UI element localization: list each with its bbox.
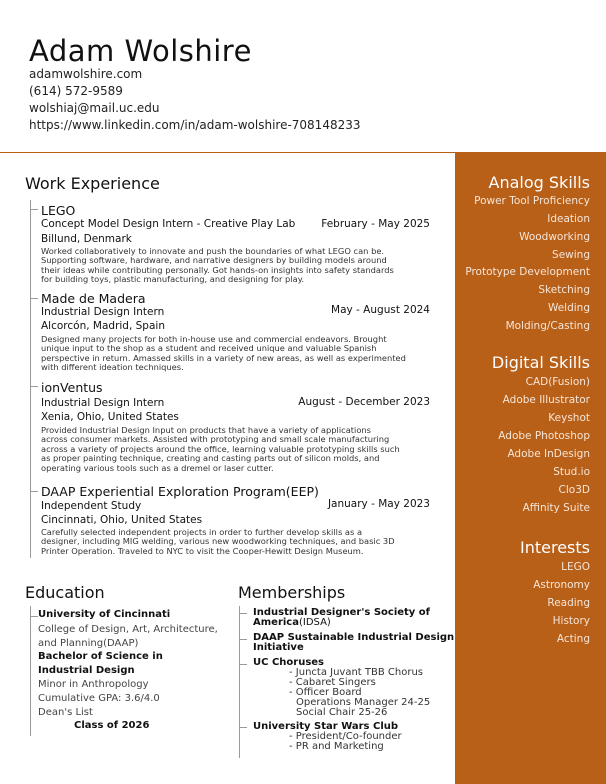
analog-skill-item: Molding/Casting [505, 320, 590, 332]
membership-detail: Social Chair 25-26 [296, 707, 388, 718]
membership-detail: - Juncta Juvant TBB Chorus [289, 667, 424, 678]
membership-detail: - Officer Board [289, 687, 362, 698]
degree-cont: Industrial Design [38, 665, 135, 676]
description-line: unique input to the shop as a student and received unique and valuable Spanish [41, 343, 377, 354]
graduation-year: Class of 2026 [74, 720, 150, 731]
college-name: College of Design, Art, Architecture, [38, 624, 218, 635]
resume-name: Adam Wolshire [29, 34, 252, 68]
digital-skill-item: Adobe Illustrator [502, 394, 590, 406]
job-role: Independent Study [41, 500, 142, 512]
school-name: University of Cincinnati [38, 609, 171, 620]
website-text: adamwolshire.com [29, 67, 143, 81]
minor: Minor in Anthropology [38, 679, 149, 690]
analog-skill-item: Sewing [552, 249, 590, 261]
analog-skill-item: Prototype Development [465, 266, 590, 278]
membership-idsa-abbr: (IDSA) [298, 617, 331, 628]
digital-skill-item: Keyshot [548, 412, 590, 424]
email-text: wolshiaj@mail.uc.edu [29, 101, 160, 115]
digital-skill-item: CAD(Fusion) [525, 376, 590, 388]
job-location: Billund, Denmark [41, 233, 132, 245]
description-line: Supporting software, hardware, and narrative designers by building models around [41, 255, 387, 266]
timeline-tick [30, 209, 38, 210]
work-experience-heading: Work Experience [25, 174, 160, 193]
memberships-heading: Memberships [238, 583, 346, 602]
timeline-tick [30, 298, 38, 299]
linkedin-text: https://www.linkedin.com/in/adam-wolshire-708148233 [29, 118, 361, 132]
description-line: as proper painting technique, creating and casting parts out of silicon molds, and [41, 453, 380, 464]
digital-skill-item: Stud.io [553, 466, 590, 478]
membership-sustainable-cont: Initiative [253, 642, 304, 653]
description-line: operating various tools such as a dremel or laser cutter. [41, 462, 274, 473]
interest-item: LEGO [561, 561, 590, 573]
digital-skill-item: Adobe InDesign [507, 448, 590, 460]
description-line: Carefully selected independent projects in order to further develop skills as a [41, 527, 363, 537]
membership-detail: - President/Co-founder [289, 731, 402, 742]
timeline-tick [239, 639, 247, 640]
analog-skill-item: Power Tool Proficiency [474, 195, 590, 207]
description-line: with different ideation techniques. [41, 362, 184, 373]
job-role: Concept Model Design Intern - Creative Play Lab [41, 218, 296, 230]
job-description [41, 247, 429, 285]
description-line: across a variety of projects around the office, learning valuable prototyping skills such [41, 443, 400, 454]
job-location: Alcorcón, Madrid, Spain [41, 320, 165, 332]
analog-skill-item: Sketching [538, 284, 590, 296]
digital-skill-item: Adobe Photoshop [498, 430, 590, 442]
job-description [41, 528, 429, 556]
membership-idsa: Industrial Designer's Society of [253, 607, 431, 618]
degree: Bachelor of Science in [38, 651, 163, 662]
job-location: Xenia, Ohio, United States [41, 411, 179, 423]
description-line: Provided Industrial Design Input on products that have a variety of applications [41, 425, 371, 435]
job-dates: May - August 2024 [331, 304, 430, 316]
job-location: Cincinnati, Ohio, United States [41, 514, 203, 526]
membership-detail: - Cabaret Singers [289, 677, 376, 688]
job-role: Industrial Design Intern [41, 306, 165, 318]
education-heading: Education [25, 583, 105, 602]
timeline-tick [239, 727, 247, 728]
work-timeline [30, 200, 31, 558]
memberships-timeline [239, 606, 240, 758]
membership-sustainable: DAAP Sustainable Industrial Design [253, 632, 455, 643]
job-dates: January - May 2023 [327, 498, 430, 510]
gpa: Cumulative GPA: 3.6/4.0 [38, 693, 160, 704]
job-company: DAAP Experiential Exploration Program(EEP) [41, 484, 319, 499]
timeline-tick [30, 491, 38, 492]
analog-skill-item: Ideation [547, 213, 590, 225]
description-line: for building toys, plastic manufacturing, and designing for play. [41, 274, 305, 285]
job-dates: August - December 2023 [298, 396, 430, 408]
description-line: Designed many projects for both in-house use and commercial endeavors. Brought [41, 334, 387, 344]
timeline-tick [239, 664, 247, 665]
job-company: Made de Madera [41, 291, 146, 306]
job-description [41, 335, 429, 373]
digital-skill-item: Clo3D [558, 484, 590, 496]
job-description [41, 426, 429, 473]
interests-heading: Interests [520, 538, 590, 557]
interest-item: History [552, 615, 590, 627]
membership-detail: Operations Manager 24-25 [296, 697, 431, 708]
membership-detail: - PR and Marketing [289, 741, 384, 752]
digital-skills-heading: Digital Skills [491, 353, 590, 372]
description-line: Worked collaboratively to innovate and push the boundaries of what LEGO can be. [41, 246, 385, 256]
description-line: across consumer markets. Assisted with prototyping and small scale manufacturing [41, 434, 390, 445]
phone-text: (614) 572-9589 [29, 84, 123, 98]
membership-starwars: University Star Wars Club [253, 721, 399, 732]
timeline-tick [30, 386, 38, 387]
membership-idsa-name: America [253, 617, 299, 628]
deans-list: Dean's List [38, 707, 93, 718]
interest-item: Astronomy [533, 579, 590, 591]
job-company: ionVentus [41, 380, 103, 395]
timeline-tick [30, 616, 38, 617]
description-line: their ideas while contributing personally. Got hands-on insights into safety standards [41, 264, 394, 275]
skills-sidebar [455, 153, 606, 784]
analog-skills-heading: Analog Skills [488, 173, 590, 192]
digital-skill-item: Affinity Suite [522, 502, 590, 514]
college-name-cont: and Planning(DAAP) [38, 638, 139, 649]
analog-skill-item: Woodworking [519, 231, 590, 243]
description-line: perspective in return. Amassed skills in a variety of new areas, as well as experimented [41, 352, 406, 363]
description-line: Printer Operation. Traveled to NYC to visit the Cooper-Hewitt Design Museum. [41, 545, 364, 556]
analog-skill-item: Welding [547, 302, 590, 314]
education-timeline [30, 606, 31, 736]
timeline-tick [239, 613, 247, 614]
membership-idsa-cont [253, 617, 331, 628]
membership-choruses: UC Choruses [253, 657, 325, 668]
interest-item: Acting [556, 633, 590, 645]
job-dates: February - May 2025 [321, 218, 430, 230]
description-line: designer, including MIG welding, various new woodworking techniques, and basic 3D [41, 536, 395, 547]
job-company: LEGO [41, 203, 76, 218]
job-role: Industrial Design Intern [41, 397, 165, 409]
interest-item: Reading [547, 597, 590, 609]
